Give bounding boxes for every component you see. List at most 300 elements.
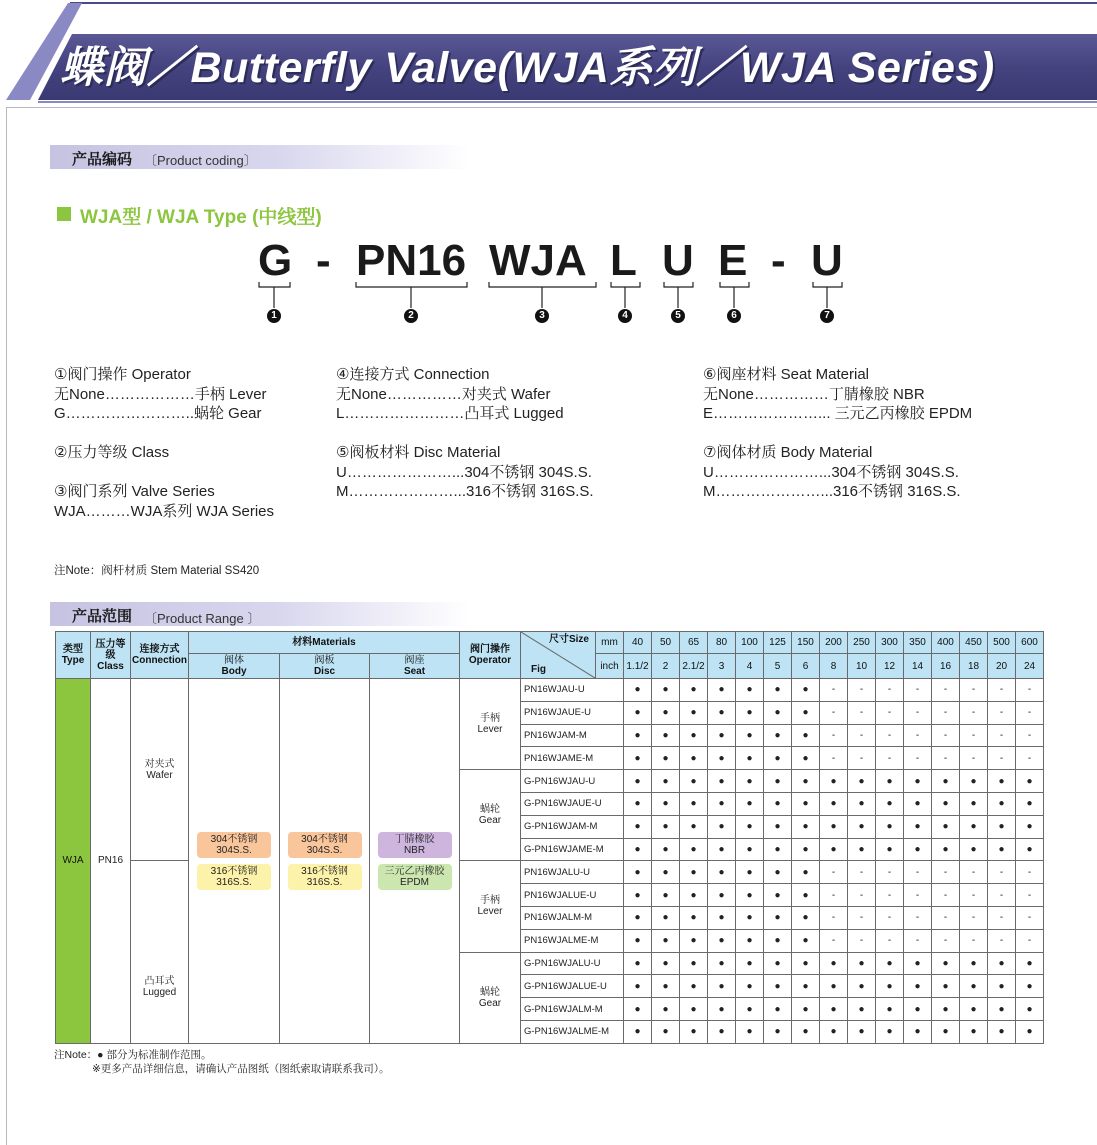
code-number-1: 1 — [267, 309, 281, 323]
availability-dot: ● — [624, 952, 652, 975]
availability-dot: ● — [708, 701, 736, 724]
code-brackets — [0, 280, 1097, 312]
legend-line: 无None……………对夹式 Wafer — [336, 385, 551, 403]
seat-tag-epdm — [378, 864, 452, 890]
disc-tag-304-en: 304S.S. — [306, 844, 343, 856]
availability-dot: ● — [764, 792, 792, 815]
availability-dot: ● — [904, 952, 932, 975]
availability-dash: - — [932, 679, 960, 702]
availability-dot: ● — [988, 838, 1016, 861]
code-number-5: 5 — [671, 309, 685, 323]
size-inch: 1.1/2 — [624, 654, 652, 679]
availability-dash: - — [1016, 906, 1044, 929]
fig-code: PN16WJALME-M — [521, 929, 624, 952]
availability-dash: - — [988, 679, 1016, 702]
availability-dash: - — [960, 724, 988, 747]
availability-dot: ● — [680, 838, 708, 861]
availability-dash: - — [960, 747, 988, 770]
size-inch: 8 — [820, 654, 848, 679]
disc-tag-316 — [288, 864, 362, 890]
size-inch: 12 — [876, 654, 904, 679]
seat-tag-epdm-en: EPDM — [400, 876, 429, 888]
availability-dash: - — [876, 747, 904, 770]
availability-dot: ● — [988, 792, 1016, 815]
code-part-connection: L — [610, 236, 637, 285]
availability-dash: - — [988, 929, 1016, 952]
availability-dot: ● — [680, 884, 708, 907]
availability-dash: - — [876, 884, 904, 907]
availability-dot: ● — [736, 929, 764, 952]
availability-dot: ● — [736, 815, 764, 838]
availability-dot: ● — [736, 701, 764, 724]
availability-dash: - — [932, 724, 960, 747]
legend-line: U…………………...304不锈钢 304S.S. — [703, 463, 959, 481]
availability-dot: ● — [820, 998, 848, 1021]
availability-dot: ● — [932, 1020, 960, 1043]
fig-code: PN16WJAU-U — [521, 679, 624, 702]
operator-cn: 蜗轮 — [480, 804, 500, 816]
code-number-2: 2 — [404, 309, 418, 323]
availability-dot: ● — [708, 1020, 736, 1043]
availability-dot: ● — [680, 770, 708, 793]
availability-dash: - — [904, 701, 932, 724]
legend-line: ②压力等级 Class — [54, 444, 170, 461]
availability-dash: - — [820, 929, 848, 952]
fig-code: PN16WJAME-M — [521, 747, 624, 770]
availability-dot: ● — [708, 906, 736, 929]
availability-dot: ● — [708, 884, 736, 907]
availability-dot: ● — [876, 770, 904, 793]
availability-dot: ● — [960, 792, 988, 815]
availability-dot: ● — [792, 1020, 820, 1043]
code-number-4: 4 — [618, 309, 632, 323]
conn-wafer-en: Wafer — [146, 769, 173, 781]
availability-dot: ● — [736, 906, 764, 929]
availability-dot: ● — [960, 1020, 988, 1043]
size-mm: 200 — [820, 632, 848, 654]
availability-dot: ● — [904, 1020, 932, 1043]
connection-lugged-cell — [131, 861, 189, 1043]
size-mm: 600 — [1016, 632, 1044, 654]
availability-dash: - — [932, 884, 960, 907]
availability-dash: - — [848, 747, 876, 770]
availability-dot: ● — [624, 884, 652, 907]
availability-dot: ● — [680, 747, 708, 770]
availability-dash: - — [904, 679, 932, 702]
availability-dot: ● — [792, 884, 820, 907]
availability-dot: ● — [932, 975, 960, 998]
header-conn-cn: 连接方式 — [139, 644, 180, 655]
body-tag-304 — [197, 832, 271, 858]
legend-column-1 — [54, 365, 274, 521]
availability-dash: - — [848, 884, 876, 907]
size-mm: 50 — [652, 632, 680, 654]
availability-dash: - — [1016, 861, 1044, 884]
availability-dash: - — [820, 679, 848, 702]
availability-dot: ● — [680, 906, 708, 929]
size-inch: 24 — [1016, 654, 1044, 679]
size-inch: 2.1/2 — [680, 654, 708, 679]
availability-dot: ● — [680, 998, 708, 1021]
availability-dot: ● — [708, 724, 736, 747]
header-seat-en: Seat — [403, 666, 426, 677]
availability-dot: ● — [652, 792, 680, 815]
header-seat — [370, 654, 460, 679]
availability-dot: ● — [652, 861, 680, 884]
availability-dash: - — [932, 906, 960, 929]
seat-tag-nbr-cn: 丁腈橡胶 — [394, 833, 435, 845]
availability-dot: ● — [652, 929, 680, 952]
availability-dot: ● — [652, 998, 680, 1021]
section-title-en: 〔Product Range 〕 — [144, 611, 261, 626]
header-fig: Fig — [531, 664, 546, 675]
availability-dot: ● — [624, 861, 652, 884]
code-part-seat: E — [718, 236, 748, 285]
availability-dash: - — [960, 884, 988, 907]
table-row — [56, 679, 1044, 702]
availability-dot: ● — [624, 701, 652, 724]
availability-dot: ● — [792, 701, 820, 724]
availability-dash: - — [848, 929, 876, 952]
operator-cn: 手柄 — [480, 713, 500, 725]
availability-dot: ● — [848, 975, 876, 998]
availability-dot: ● — [736, 998, 764, 1021]
size-inch: 14 — [904, 654, 932, 679]
class-value: PN16 — [97, 855, 123, 867]
legend-line — [54, 463, 274, 483]
availability-dash: - — [820, 906, 848, 929]
header-size: 尺寸Size — [548, 634, 589, 645]
availability-dot: ● — [624, 1020, 652, 1043]
header-seat-cn: 阀座 — [404, 655, 425, 666]
availability-dash: - — [988, 747, 1016, 770]
availability-dot: ● — [708, 815, 736, 838]
header-body — [189, 654, 280, 679]
availability-dot: ● — [820, 1020, 848, 1043]
fig-code: G-PN16WJALME-M — [521, 1020, 624, 1043]
operator-gear-cell — [460, 770, 521, 861]
fig-code: PN16WJALM-M — [521, 906, 624, 929]
availability-dot: ● — [792, 724, 820, 747]
availability-dash: - — [932, 747, 960, 770]
availability-dash: - — [988, 701, 1016, 724]
header-class-en: Class — [97, 660, 124, 672]
availability-dot: ● — [848, 815, 876, 838]
body-tag-304-en: 304S.S. — [216, 844, 252, 856]
operator-en: Lever — [477, 906, 503, 918]
disc-material-cell — [280, 679, 370, 1044]
availability-dot: ● — [932, 998, 960, 1021]
availability-dot: ● — [708, 792, 736, 815]
disc-tag-316-cn: 316不锈钢 — [301, 865, 348, 877]
class-cell — [91, 679, 131, 1044]
legend-line: M…………………...316不锈钢 316S.S. — [703, 483, 961, 500]
header-op-en: Operator — [468, 655, 512, 666]
availability-dot: ● — [960, 770, 988, 793]
availability-dot: ● — [708, 747, 736, 770]
fig-code: G-PN16WJALU-U — [521, 952, 624, 975]
header-disc-en: Disc — [313, 666, 336, 677]
page-title: 蝶阀／Butterfly Valve(WJA系列／WJA Series) — [60, 44, 995, 92]
availability-dot: ● — [988, 998, 1016, 1021]
availability-dot: ● — [904, 975, 932, 998]
availability-dash: - — [876, 701, 904, 724]
operator-lever-cell — [460, 679, 521, 770]
availability-dash: - — [820, 884, 848, 907]
size-mm: 350 — [904, 632, 932, 654]
availability-dash: - — [960, 861, 988, 884]
body-tag-316 — [197, 864, 271, 890]
green-square-bullet — [57, 207, 71, 221]
availability-dot: ● — [764, 724, 792, 747]
header-operator — [460, 632, 521, 679]
header-disc-cn: 阀板 — [314, 655, 335, 666]
availability-dot: ● — [624, 929, 652, 952]
availability-dot: ● — [988, 770, 1016, 793]
section-title-cn: 产品编码 — [72, 151, 133, 168]
availability-dot: ● — [960, 998, 988, 1021]
availability-dot: ● — [764, 861, 792, 884]
legend-line: U…………………...304不锈钢 304S.S. — [336, 463, 592, 481]
range-note — [54, 1048, 390, 1076]
availability-dot: ● — [792, 952, 820, 975]
code-part-dash: - — [771, 236, 786, 285]
size-mm: 500 — [988, 632, 1016, 654]
availability-dot: ● — [932, 770, 960, 793]
availability-dot: ● — [792, 815, 820, 838]
availability-dash: - — [876, 861, 904, 884]
availability-dot: ● — [764, 1020, 792, 1043]
section-bar-product-coding — [50, 145, 470, 169]
seat-material-cell — [370, 679, 460, 1044]
availability-dot: ● — [792, 838, 820, 861]
legend-line: 无None……………丁腈橡胶 NBR — [703, 385, 925, 403]
availability-dot: ● — [932, 815, 960, 838]
availability-dot: ● — [764, 906, 792, 929]
availability-dot: ● — [708, 770, 736, 793]
availability-dot: ● — [680, 952, 708, 975]
legend-line: ①阀门操作 Operator — [54, 366, 191, 383]
operator-en: Gear — [478, 997, 502, 1009]
availability-dot: ● — [736, 1020, 764, 1043]
header-class — [91, 632, 131, 679]
availability-dot: ● — [680, 701, 708, 724]
legend-line: L……………………凸耳式 Lugged — [336, 405, 564, 422]
availability-dot: ● — [876, 998, 904, 1021]
size-inch: 5 — [764, 654, 792, 679]
seat-tag-epdm-cn: 三元乙丙橡胶 — [384, 865, 445, 877]
availability-dot: ● — [652, 747, 680, 770]
availability-dot: ● — [736, 838, 764, 861]
size-inch: 6 — [792, 654, 820, 679]
operator-en: Gear — [478, 815, 502, 827]
availability-dot: ● — [792, 998, 820, 1021]
fig-code: G-PN16WJAUE-U — [521, 792, 624, 815]
legend-line: ⑥阀座材料 Seat Material — [703, 366, 869, 383]
availability-dot: ● — [652, 770, 680, 793]
availability-dot: ● — [680, 929, 708, 952]
availability-dot: ● — [904, 838, 932, 861]
conn-lugged-en: Lugged — [142, 987, 177, 999]
availability-dot: ● — [764, 770, 792, 793]
code-number-7: 7 — [820, 309, 834, 323]
header-inch: inch — [596, 654, 624, 679]
availability-dot: ● — [932, 952, 960, 975]
size-inch: 10 — [848, 654, 876, 679]
availability-dash: - — [848, 906, 876, 929]
availability-dot: ● — [1016, 952, 1044, 975]
availability-dash: - — [1016, 929, 1044, 952]
availability-dash: - — [820, 701, 848, 724]
availability-dot: ● — [764, 929, 792, 952]
size-mm: 125 — [764, 632, 792, 654]
size-mm: 250 — [848, 632, 876, 654]
operator-cn: 蜗轮 — [480, 986, 500, 998]
availability-dot: ● — [988, 975, 1016, 998]
availability-dot: ● — [820, 838, 848, 861]
availability-dot: ● — [876, 792, 904, 815]
conn-wafer-cn: 对夹式 — [144, 758, 175, 770]
availability-dash: - — [960, 906, 988, 929]
header-size-fig — [521, 632, 596, 679]
fig-code: G-PN16WJALUE-U — [521, 975, 624, 998]
availability-dot: ● — [1016, 998, 1044, 1021]
size-mm: 80 — [708, 632, 736, 654]
availability-dot: ● — [876, 975, 904, 998]
availability-dot: ● — [764, 952, 792, 975]
legend-line: 无None………………手柄 Lever — [54, 385, 267, 403]
availability-dash: - — [932, 861, 960, 884]
connection-wafer-cell — [131, 679, 189, 861]
availability-dot: ● — [680, 679, 708, 702]
availability-dot: ● — [848, 998, 876, 1021]
operator-gear-cell — [460, 952, 521, 1043]
disc-tag-304 — [288, 832, 362, 858]
availability-dot: ● — [904, 815, 932, 838]
availability-dash: - — [904, 724, 932, 747]
fig-code: PN16WJAM-M — [521, 724, 624, 747]
stem-material-note: 注Note：阀杆材质 Stem Material SS420 — [54, 565, 260, 577]
availability-dot: ● — [820, 952, 848, 975]
availability-dot: ● — [792, 770, 820, 793]
availability-dot: ● — [848, 792, 876, 815]
operator-lever-cell — [460, 861, 521, 952]
availability-dot: ● — [708, 838, 736, 861]
availability-dot: ● — [792, 747, 820, 770]
availability-dot: ● — [652, 838, 680, 861]
availability-dot: ● — [708, 929, 736, 952]
size-inch: 4 — [736, 654, 764, 679]
availability-dot: ● — [960, 815, 988, 838]
availability-dot: ● — [708, 998, 736, 1021]
availability-dot: ● — [624, 792, 652, 815]
header-conn-en: Connection — [132, 655, 187, 666]
availability-dot: ● — [848, 770, 876, 793]
availability-dot: ● — [820, 975, 848, 998]
availability-dot: ● — [876, 952, 904, 975]
code-part-operator: G — [258, 236, 293, 285]
availability-dot: ● — [1016, 975, 1044, 998]
body-tag-304-cn: 304不锈钢 — [210, 833, 258, 845]
availability-dot: ● — [652, 701, 680, 724]
availability-dot: ● — [904, 792, 932, 815]
availability-dot: ● — [792, 975, 820, 998]
availability-dot: ● — [848, 1020, 876, 1043]
header-type-cn: 类型 — [63, 644, 83, 655]
availability-dash: - — [904, 906, 932, 929]
availability-dash: - — [904, 929, 932, 952]
availability-dash: - — [1016, 679, 1044, 702]
body-tag-316-en: 316S.S. — [216, 876, 252, 888]
type-cell — [56, 679, 91, 1044]
code-part-series: WJA — [489, 236, 587, 285]
availability-dot: ● — [792, 679, 820, 702]
availability-dot: ● — [624, 724, 652, 747]
availability-dot: ● — [736, 861, 764, 884]
code-part-disc: U — [662, 236, 694, 285]
size-inch: 16 — [932, 654, 960, 679]
header-materials: 材料Materials — [189, 632, 460, 654]
availability-dot: ● — [820, 792, 848, 815]
legend-line: E…………………... 三元乙丙橡胶 EPDM — [703, 405, 973, 422]
availability-dot: ● — [764, 679, 792, 702]
availability-dot: ● — [624, 838, 652, 861]
availability-dash: - — [820, 724, 848, 747]
size-mm: 450 — [960, 632, 988, 654]
availability-dot: ● — [876, 838, 904, 861]
availability-dot: ● — [624, 906, 652, 929]
availability-dash: - — [876, 724, 904, 747]
availability-dot: ● — [820, 770, 848, 793]
range-note-line-2: ※更多产品详细信息，请确认产品图纸（图纸索取请联系我司）。 — [92, 1063, 390, 1075]
availability-dot: ● — [764, 998, 792, 1021]
availability-dot: ● — [652, 679, 680, 702]
availability-dot: ● — [792, 861, 820, 884]
availability-dash: - — [876, 929, 904, 952]
product-range-table — [55, 631, 1044, 1044]
availability-dot: ● — [708, 952, 736, 975]
availability-dash: - — [960, 929, 988, 952]
availability-dot: ● — [904, 770, 932, 793]
availability-dash: - — [876, 906, 904, 929]
section-bar-product-range — [50, 602, 470, 626]
header-body-en: Body — [221, 666, 247, 677]
legend-line — [54, 424, 274, 444]
header-op-cn: 阀门操作 — [470, 644, 510, 655]
code-number-6: 6 — [727, 309, 741, 323]
availability-dot: ● — [904, 998, 932, 1021]
availability-dash: - — [904, 861, 932, 884]
size-mm: 400 — [932, 632, 960, 654]
availability-dot: ● — [876, 815, 904, 838]
availability-dash: - — [988, 724, 1016, 747]
availability-dash: - — [904, 747, 932, 770]
availability-dot: ● — [1016, 1020, 1044, 1043]
code-part-class: PN16 — [356, 236, 467, 285]
availability-dot: ● — [764, 884, 792, 907]
availability-dot: ● — [708, 679, 736, 702]
fig-code: G-PN16WJAU-U — [521, 770, 624, 793]
operator-cn: 手柄 — [480, 895, 500, 907]
type-title: WJA型 / WJA Type (中线型) — [80, 207, 322, 228]
header-connection — [131, 632, 189, 679]
availability-dot: ● — [680, 724, 708, 747]
availability-dot: ● — [960, 952, 988, 975]
availability-dot: ● — [1016, 838, 1044, 861]
legend-line: ④连接方式 Connection — [336, 366, 490, 383]
seat-tag-nbr-en: NBR — [403, 844, 426, 856]
availability-dot: ● — [680, 792, 708, 815]
